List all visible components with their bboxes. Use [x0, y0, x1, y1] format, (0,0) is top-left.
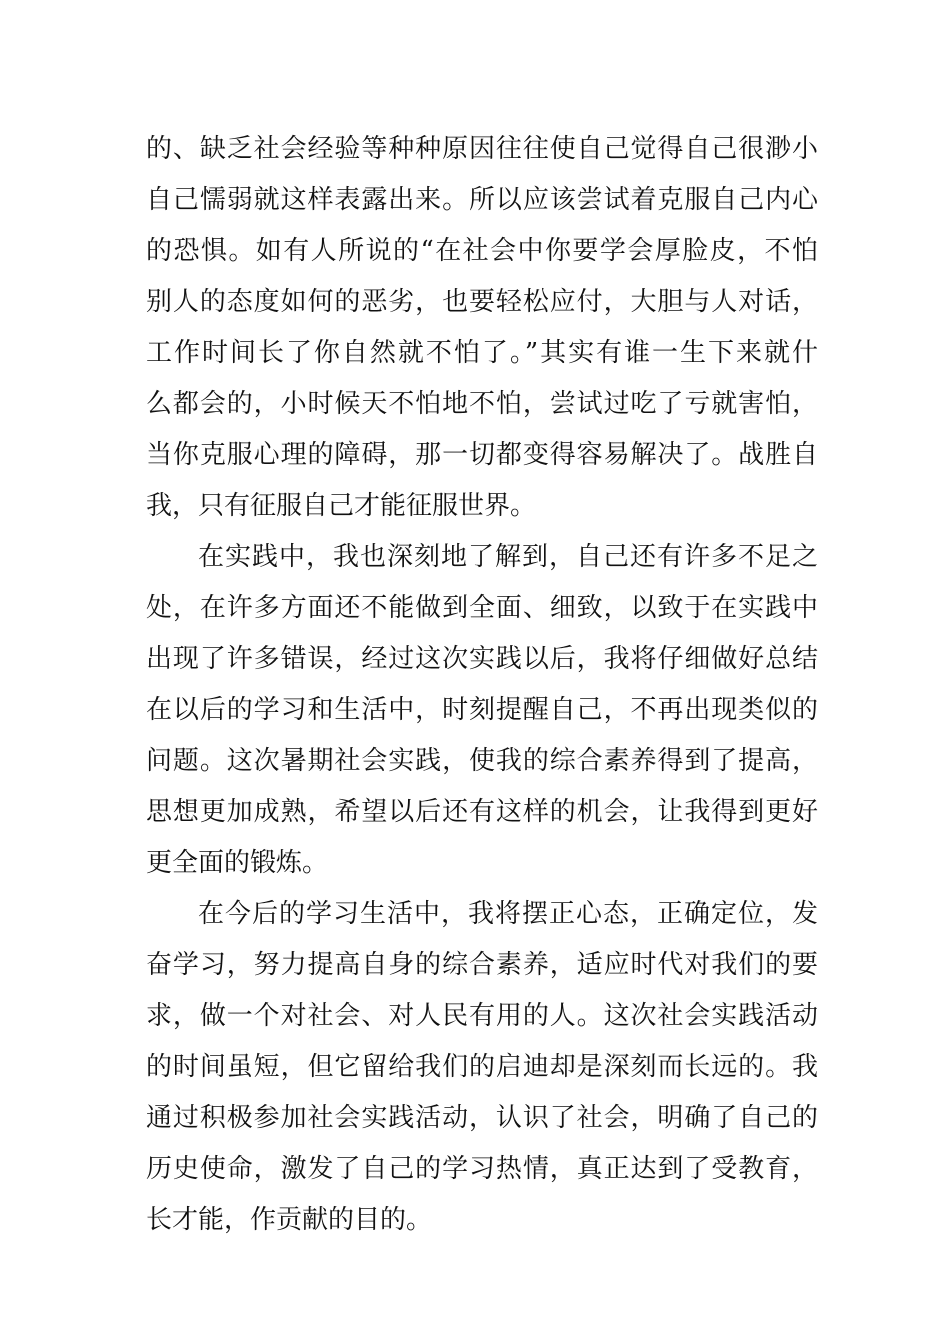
paragraph-3-line-1: 在今后的学习生活中，我将摆正心态，正确定位，发 [198, 899, 818, 929]
paragraph-3-line-2: 奋学习，努力提高自身的综合素养，适应时代对我们的要 [146, 950, 818, 980]
paragraph-2-line-6: 思想更加成熟，希望以后还有这样的机会，让我得到更好 [146, 797, 818, 827]
paragraph-3-line-4: 的时间虽短，但它留给我们的启迪却是深刻而长远的。我 [146, 1052, 818, 1082]
paragraph-1-line-7: 当你克服心理的障碍，那一切都变得容易解决了。战胜自 [146, 440, 818, 470]
paragraph-2-line-1: 在实践中，我也深刻地了解到，自己还有许多不足之 [198, 542, 818, 572]
paragraph-1-line-4: 别人的态度如何的恶劣，也要轻松应付，大胆与人对话， [146, 287, 818, 317]
paragraph-3-line-7: 长才能，作贡献的目的。 [146, 1205, 433, 1235]
paragraph-2-line-4: 在以后的学习和生活中，时刻提醒自己，不再出现类似的 [146, 695, 818, 725]
paragraph-1-line-3: 的恐惧。如有人所说的“在社会中你要学会厚脸皮，不怕 [146, 236, 818, 266]
paragraph-2-line-5: 问题。这次暑期社会实践，使我的综合素养得到了提高， [146, 746, 818, 776]
paragraph-1-line-2: 自己懦弱就这样表露出来。所以应该尝试着克服自己内心 [146, 185, 818, 215]
paragraph-2-line-3: 出现了许多错误，经过这次实践以后，我将仔细做好总结 [146, 644, 818, 674]
paragraph-2-line-7: 更全面的锻炼。 [146, 848, 329, 878]
paragraph-2-line-2: 处，在许多方面还不能做到全面、细致，以致于在实践中 [146, 593, 818, 623]
paragraph-3-line-5: 通过积极参加社会实践活动，认识了社会，明确了自己的 [146, 1103, 818, 1133]
paragraph-1-line-6: 么都会的，小时候天不怕地不怕，尝试过吃了亏就害怕， [146, 389, 818, 419]
document-body [146, 124, 818, 1246]
paragraph-3-line-3: 求，做一个对社会、对人民有用的人。这次社会实践活动 [146, 1001, 818, 1031]
paragraph-1-line-1: 的、缺乏社会经验等种种原因往往使自己觉得自己很渺小 [146, 134, 818, 164]
paragraph-1-line-5: 工作时间长了你自然就不怕了。”其实有谁一生下来就什 [146, 338, 818, 368]
paragraph-1-line-8: 我，只有征服自己才能征服世界。 [146, 491, 537, 521]
paragraph-3-line-6: 历史使命，激发了自己的学习热情，真正达到了受教育， [146, 1154, 818, 1184]
